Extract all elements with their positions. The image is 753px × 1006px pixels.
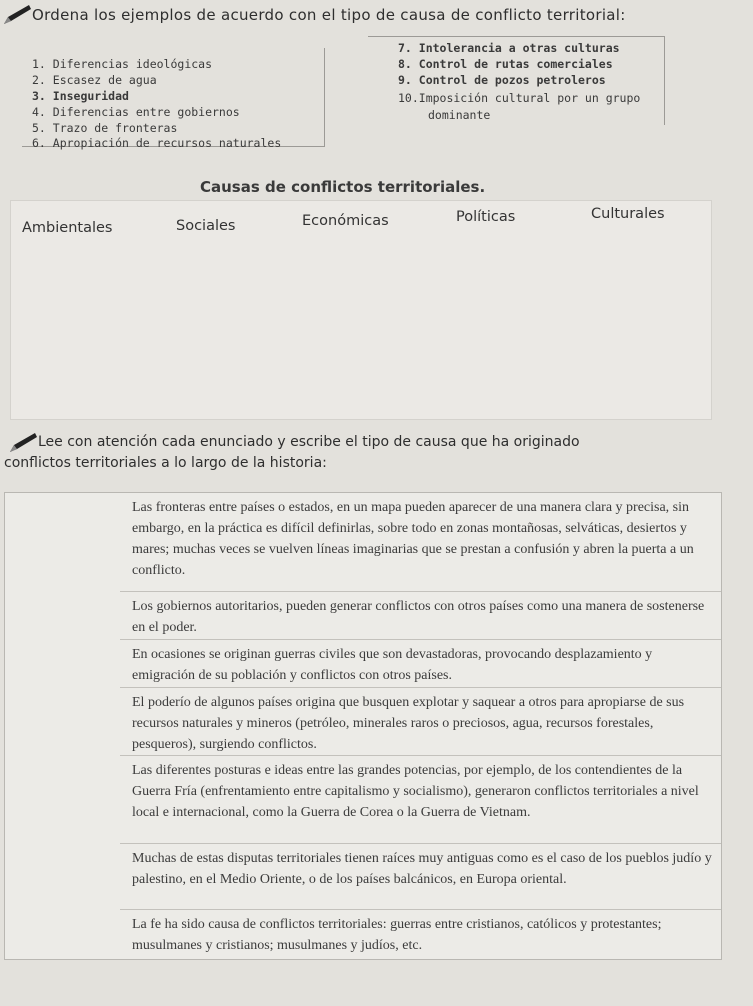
column-economicas: Económicas (302, 213, 389, 229)
statement-text: En ocasiones se originan guerras civiles que son devastadoras, provocando desplazamiento y emigración de su población y conflictos con otros países. (132, 647, 653, 683)
instruction-2-line-1: Lee con atención cada enunciado y escribe el tipo de causa que ha originado (38, 434, 580, 450)
column-sociales: Sociales (176, 218, 236, 234)
example-2: 2. Escasez de agua (32, 73, 157, 87)
statement-text: El poderío de algunos países origina que busquen explotar y saquear a otros para apropiarse de sus recursos naturales y mineros (petróleo, minerales raros o preciosos, agua, recursos forestales, pesqueros), surgiendo conflictos. (132, 695, 685, 752)
instruction-title: Ordena los ejemplos de acuerdo con el tipo de causa de conflicto territorial: (32, 6, 626, 24)
column-culturales: Culturales (591, 206, 665, 222)
example-10-cont: dominante (428, 108, 491, 122)
pencil-icon (8, 432, 38, 454)
example-8: 8. Control de rutas comerciales (398, 57, 613, 71)
column-politicas: Políticas (456, 209, 516, 225)
example-9: 9. Control de pozos petroleros (398, 73, 606, 87)
instruction-2-line-2: conflictos territoriales a lo largo de la historia: (4, 455, 327, 471)
causes-answer-area[interactable] (10, 200, 712, 420)
statement-row (120, 909, 721, 960)
statement-row (120, 639, 721, 688)
example-3: 3. Inseguridad (32, 89, 129, 103)
statement-row (120, 843, 721, 910)
pencil-icon (2, 4, 32, 26)
statement-row (120, 687, 721, 756)
example-7: 7. Intolerancia a otras culturas (398, 41, 620, 55)
statements-table (4, 492, 722, 960)
causes-title: Causas de conflictos territoriales. (200, 178, 486, 196)
example-1: 1. Diferencias ideológicas (32, 57, 213, 71)
example-4: 4. Diferencias entre gobiernos (32, 105, 240, 119)
statement-row (120, 755, 721, 844)
statement-text: Las fronteras entre países o estados, en un mapa pueden aparecer de una manera clara y precisa, sin embargo, en la práctica es difícil definirlas, sobre todo en zonas montañosas, selváticas, desiertos y mares; muchas veces se vuelven líneas imaginarias que se prestan a confusión y abren la puerta a un conflicto. (132, 500, 694, 578)
example-10: 10.Imposición cultural por un grupo (398, 91, 641, 105)
statement-text: Las diferentes posturas e ideas entre las grandes potencias, por ejemplo, de los contendientes de la Guerra Fría (enfrentamiento entre capitalismo y socialismo), generaron conflictos territoriales a nivel local e internacional, como la Guerra de Corea o la Guerra de Vietnam. (132, 763, 699, 820)
statement-text: La fe ha sido causa de conflictos territoriales: guerras entre cristianos, católicos y protestantes; musulmanes y cristianos; musulmanes y judíos, etc. (132, 917, 662, 953)
statement-row (120, 591, 721, 640)
statement-text: Los gobiernos autoritarios, pueden generar conflictos con otros países como una manera de sostenerse en el poder. (132, 599, 705, 635)
example-5: 5. Trazo de fronteras (32, 121, 178, 135)
column-ambientales: Ambientales (22, 220, 113, 236)
example-6: 6. Apropiación de recursos naturales (32, 136, 282, 150)
statement-row (120, 493, 721, 591)
statement-text: Muchas de estas disputas territoriales tienen raíces muy antiguas como es el caso de los pueblos judío y palestino, en el Medio Oriente, o de los países balcánicos, en Europa oriental. (132, 851, 712, 887)
